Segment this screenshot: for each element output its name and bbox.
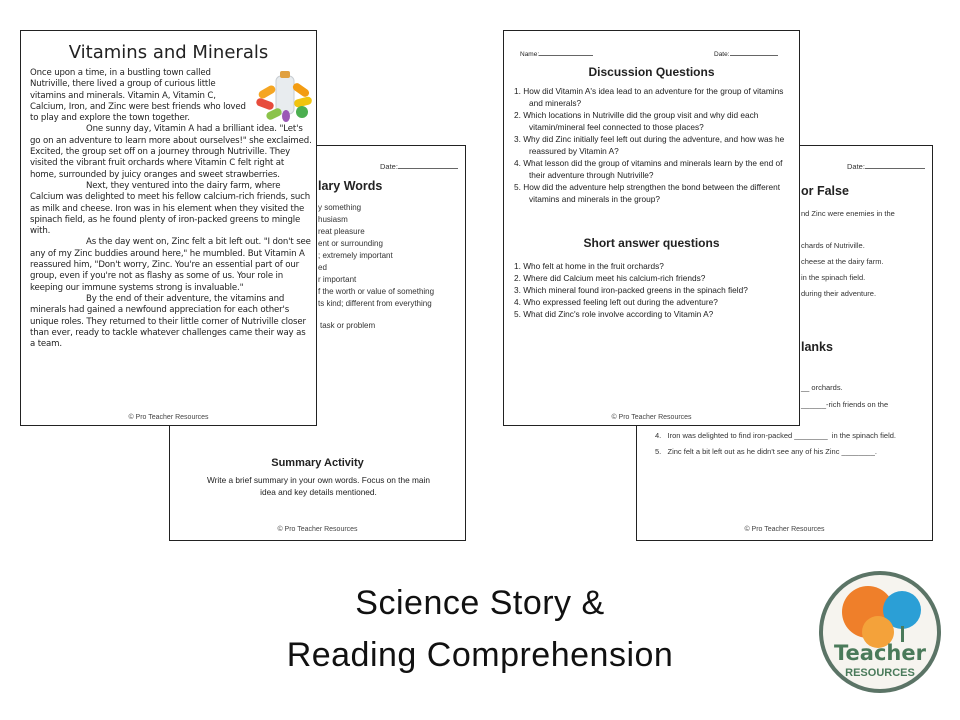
discussion-title: Discussion Questions <box>588 65 715 79</box>
discussion-question: 3. Why did Zinc initially feel left out during the adventure, and how was he reassured by Vitamin A? <box>514 134 785 156</box>
date-field: Date: <box>380 162 458 171</box>
blank-item: 4. Iron was delighted to find iron-packed ________ in the spinach field. <box>655 431 896 440</box>
date-field: Date: <box>714 49 778 58</box>
vocab-line: husiasm <box>318 215 348 224</box>
short-answer-question: 2. Where did Calcium meet his calcium-rich friends? <box>514 273 706 283</box>
vocab-line: ; extremely important <box>318 251 393 260</box>
discussion-question: 5. How did the adventure help strengthen the bond between the different vitamins and minerals in the group? <box>514 182 780 204</box>
story-paragraph: As the day went on, Zinc felt a bit left out. "I don't see any of my Zinc buddies around here," he mumbled. But Vitamin A reassured him, "Don't worry, Zinc. You're an essential part of our group, even if you're not as flashy as some of us. Your role in keeping our immune systems strong is invaluable." <box>30 237 311 293</box>
vocab-line: ent or surrounding <box>318 239 383 248</box>
short-answer-question: 3. Which mineral found iron-packed greens in the spinach field? <box>514 285 748 295</box>
tf-line: in the spinach field. <box>801 273 866 282</box>
date-field: Date: <box>847 162 925 171</box>
story-paragraph: Once upon a time, in a bustling town called Nutriville, there lived a group of curious little vitamins and minerals. Vitamin A, Vitamin C, Calcium, Iron, and Zinc were best friends who loved to play and explore the town together. <box>30 68 246 124</box>
tf-line: during their adventure. <box>801 289 877 298</box>
logo-word-resources: RESOURCES <box>845 667 915 679</box>
tf-line: chards of Nutriville. <box>801 241 865 250</box>
discussion-question: 2. Which locations in Nutriville did the group visit and why did each vitamin/mineral feel connected to those places? <box>514 110 759 132</box>
story-title: Vitamins and Minerals <box>68 42 269 63</box>
short-answer-list <box>514 260 796 320</box>
summary-instructions: Write a brief summary in your own words. Focus on the main idea and key details mentioned. <box>206 475 431 497</box>
tf-line: nd Zinc were enemies in the <box>801 209 895 218</box>
story-text <box>30 68 312 350</box>
short-answer-question: 4. Who expressed feeling left out during the adventure? <box>514 297 718 307</box>
vocab-line: ed <box>318 263 327 272</box>
vocabulary-title: lary Words <box>318 179 383 193</box>
name-field: Name: <box>520 49 593 58</box>
blank-item: 5. Zinc felt a bit left out as he didn't see any of his Zinc ________. <box>655 447 877 456</box>
vocab-line: reat pleasure <box>318 227 365 236</box>
short-answer-question: 5. What did Zinc's role involve according to Vitamin A? <box>514 309 714 319</box>
discussion-list <box>514 85 796 205</box>
blank-line: ______-rich friends on the <box>801 400 889 409</box>
vitamin-pills-image <box>252 68 316 122</box>
vocab-line: task or problem <box>320 321 376 330</box>
banner-title-line2: Reading Comprehension <box>286 636 674 674</box>
footer-copyright: © Pro Teacher Resources <box>128 414 209 421</box>
story-paragraph: One sunny day, Vitamin A had a brilliant idea. "Let's go on an adventure to learn more about ourselves!" she exclaimed. Excited, the group set off on a journey through Nutriville. They visited the vibrant fruit orchards where Vitamin C felt right at home, surrounded by juicy oranges and sweet strawberries. <box>30 124 312 180</box>
vocab-line: ts kind; different from everything <box>318 299 432 308</box>
vocab-line: r important <box>318 275 357 284</box>
discussion-question: 4. What lesson did the group of vitamins and minerals learn by the end of their adventure through Nutriville? <box>514 158 783 180</box>
discussion-questions-page <box>503 30 800 426</box>
vocab-line: f the worth or value of something <box>318 287 435 296</box>
footer-copyright: © Pro Teacher Resources <box>611 414 692 421</box>
true-false-title: or False <box>801 184 849 198</box>
footer-copyright: © Pro Teacher Resources <box>277 526 358 533</box>
blank-line: __ orchards. <box>801 383 843 392</box>
tf-line: cheese at the dairy farm. <box>801 257 884 266</box>
teacher-resources-logo <box>818 570 942 694</box>
story-paragraph: Next, they ventured into the dairy farm, where Calcium was delighted to meet his fellow calcium-rich friends, such as milk and cheese. Iron was in his element when they visited the spinach field, as he found plenty of iron-packed greens to mingle with. <box>30 180 310 237</box>
summary-title: Summary Activity <box>271 457 364 469</box>
logo-word-teacher: Teacher <box>834 641 926 665</box>
story-page <box>20 30 317 426</box>
footer-copyright: © Pro Teacher Resources <box>744 526 825 533</box>
fill-blanks-title: lanks <box>801 340 833 354</box>
short-answer-question: 1. Who felt at home in the fruit orchards? <box>514 261 664 271</box>
discussion-question: 1. How did Vitamin A's idea lead to an adventure for the group of vitamins and minerals? <box>514 86 784 108</box>
banner-title-line1: Science Story & <box>355 584 605 622</box>
story-paragraph: By the end of their adventure, the vitamins and minerals had gained a newfound appreciation for each other's unique roles. They returned to their little corner of Nutriville closer than ever, ready to tackle whatever challenges came their way as a team. <box>30 293 306 350</box>
vocab-line: y something <box>318 203 362 212</box>
short-answer-title: Short answer questions <box>583 236 720 250</box>
